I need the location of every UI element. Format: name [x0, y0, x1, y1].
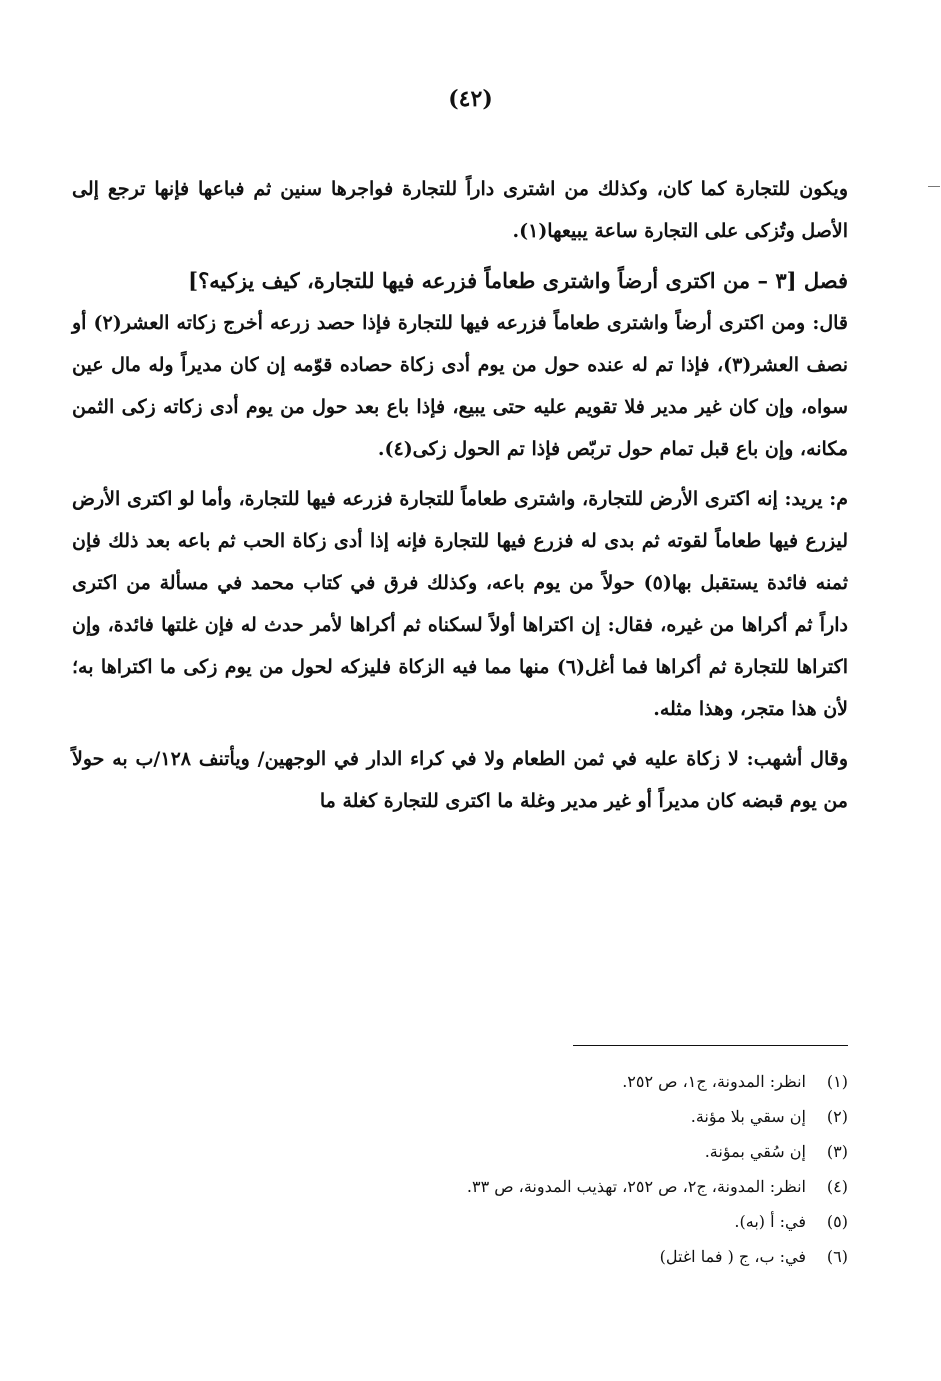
footnote-text: إن سقي بلا مؤنة. [690, 1107, 806, 1126]
footnote-text: في: أ (به). [734, 1212, 806, 1231]
footnote [300, 1169, 848, 1204]
main-text [72, 168, 848, 822]
footnote-number: (١) [826, 1072, 848, 1091]
footnote-number: (٤) [826, 1177, 848, 1196]
footnote-text: إن سُقي بمؤنة. [704, 1142, 806, 1161]
footnote-text: انظر: المدونة، ج٢، ص ٢٥٢، تهذيب المدونة، ص ٣٣. [466, 1177, 806, 1196]
paragraph: م: يريد: إنه اكترى الأرض للتجارة، واشترى طعاماً للتجارة فزرعه فيها للتجارة، وأما لو اكترى الأرض ليزرع فيها طعاماً لقوته ثم بدى له فزرع فيها للتجارة فإنه إذا أدى زكاة الحب ثم باعه بعد ذلك فإن ثمنه فائدة يستقبل بها(٥) حولاً من يوم باعه، وكذلك فرق في كتاب محمد في مسألة من اكترى داراً ثم أكراها من غيره، فقال: إن اكتراها أولاً لسكناه ثم أكراها لأمر حدث له فإن غلتها فائدة، وإن اكتراها للتجارة ثم أكراها فما أغل(٦) منها مما فيه الزكاة فليزكه لحول من يوم زكى ما اكتراها به؛ لأن هذا متجر، وهذا مثله. [72, 488, 848, 720]
footnote-text: في: ب، ج ( فما اغتل) [659, 1247, 806, 1266]
paragraph: قال: ومن اكترى أرضاً واشترى طعاماً فزرعه فيها للتجارة فإذا حصد زرعه أخرج زكاته العشر(٢) أو نصف العشر(٣)، فإذا تم له عنده حول من يوم أدى زكاة حصاده قوّمه إن كان مديراً وله مال عين سواه، وإن كان غير مدير فلا تقويم عليه حتى يبيع، فإذا باع بعد حول من يوم أدى زكاته زكى الثمن مكانه، وإن باع قبل تمام حول تربّص فإذا تم الحول زكى(٤). [72, 312, 849, 460]
footnote-number: (٦) [826, 1247, 848, 1266]
footnote [300, 1204, 848, 1239]
margin-mark [928, 186, 940, 187]
footnote-number: (٣) [826, 1142, 848, 1161]
footnotes [300, 1064, 848, 1274]
footnote [300, 1239, 848, 1274]
footnote [300, 1134, 848, 1169]
footnote [300, 1064, 848, 1099]
paragraph: وقال أشهب: لا زكاة عليه في ثمن الطعام ولا في كراء الدار في الوجهين/ ويأتنف ١٢٨/ب به حولاً من يوم قبضه كان مديراً أو غير مدير وغلة ما اكترى للتجارة كغلة ما [72, 748, 849, 812]
page-number: (٤٢) [448, 86, 493, 112]
footnote-number: (٥) [826, 1212, 848, 1231]
section-heading: فصل [٣ – من اكترى أرضاً واشترى طعاماً فزرعه فيها للتجارة، كيف يزكيه؟] [188, 268, 848, 293]
footnote [300, 1099, 848, 1134]
footnote-number: (٢) [826, 1107, 848, 1126]
paragraph: ويكون للتجارة كما كان، وكذلك من اشترى داراً للتجارة فواجرها سنين ثم فباعها فإنها ترجع إلى الأصل وتُزكى على التجارة ساعة يبيعها(١). [72, 178, 848, 242]
footnote-text: انظر: المدونة، ج١، ص ٢٥٢. [622, 1072, 806, 1091]
footnote-separator [573, 1045, 848, 1046]
